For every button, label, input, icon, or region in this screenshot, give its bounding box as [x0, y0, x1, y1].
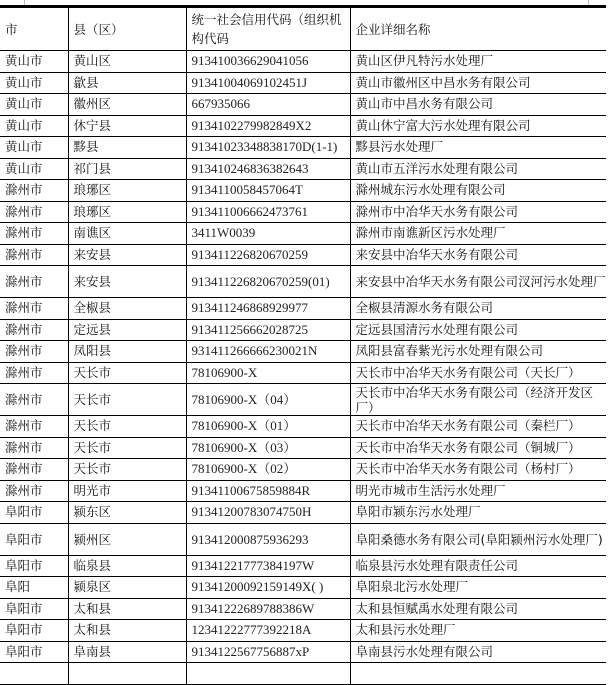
cell-city: 滁州市 — [0, 201, 68, 223]
cell-county: 阜南县 — [68, 641, 186, 663]
cell-credit-code: 913411246868929977 — [186, 298, 350, 320]
cell-county: 明光市 — [68, 480, 186, 502]
cell-credit-code: 913410246836382643 — [186, 158, 350, 180]
table-row — [0, 502, 606, 524]
cell-city: 阜阳市 — [0, 502, 68, 524]
cell-county: 祁门县 — [68, 158, 186, 180]
table-row — [0, 480, 606, 502]
cell-credit-code: 91341221777384197W — [186, 555, 350, 577]
cell-county: 歙县 — [68, 72, 186, 94]
cell-county: 天长市 — [68, 459, 186, 481]
cell-county — [68, 663, 186, 685]
cell-county: 天长市 — [68, 362, 186, 384]
cell-county: 凤阳县 — [68, 341, 186, 363]
table-row — [0, 201, 606, 223]
cell-county: 休宁县 — [68, 115, 186, 137]
cell-city: 阜阳市 — [0, 598, 68, 620]
table-row — [0, 158, 606, 180]
table-row — [0, 298, 606, 320]
cell-credit-code: 91341004069102451J — [186, 72, 350, 94]
cell-company-name: 太和县污水处理厂 — [350, 620, 606, 642]
table-row — [0, 180, 606, 202]
cell-city: 滁州市 — [0, 384, 68, 416]
cell-company-name: 黄山市中昌水务有限公司 — [350, 94, 606, 116]
cell-company-name: 滁州城东污水处理有限公司 — [350, 180, 606, 202]
cell-company-name: 太和县恒赋禹水处理有限公司 — [350, 598, 606, 620]
cell-city: 滁州市 — [0, 416, 68, 438]
cell-company-name: 天长市中冶华天水务有限公司（经济开发区厂） — [350, 384, 606, 416]
cell-credit-code: 91341222689788386W — [186, 598, 350, 620]
cell-company-name: 黄山区伊凡特污水处理厂 — [350, 51, 606, 73]
header-county: 县（区） — [68, 7, 186, 51]
cell-city: 阜阳市 — [0, 641, 68, 663]
header-company-name: 企业详细名称 — [350, 7, 606, 51]
cell-city: 滁州市 — [0, 319, 68, 341]
cell-city: 阜阳市 — [0, 620, 68, 642]
cell-company-name: 黄山市五洋污水处理有限公司 — [350, 158, 606, 180]
cell-city: 滁州市 — [0, 244, 68, 266]
cell-city: 滁州市 — [0, 180, 68, 202]
cell-county: 天长市 — [68, 384, 186, 416]
table-row — [0, 620, 606, 642]
cell-county: 定远县 — [68, 319, 186, 341]
cell-company-name: 全椒县清源水务有限公司 — [350, 298, 606, 320]
cell-city: 黄山市 — [0, 158, 68, 180]
cell-city: 阜阳 — [0, 577, 68, 599]
cell-company-name: 凤阳县富春紫光污水处理有限公司 — [350, 341, 606, 363]
cell-city: 阜阳市 — [0, 555, 68, 577]
cell-county: 颍东区 — [68, 502, 186, 524]
table-row — [0, 266, 606, 298]
cell-county: 南谯区 — [68, 223, 186, 245]
table-row — [0, 598, 606, 620]
table-row — [0, 577, 606, 599]
table-row — [0, 244, 606, 266]
table-row — [0, 51, 606, 73]
cell-county: 颍州区 — [68, 523, 186, 555]
cell-county: 黟县 — [68, 137, 186, 159]
table-row — [0, 416, 606, 438]
cell-credit-code: 78106900-X（04） — [186, 384, 350, 416]
table-header-row — [0, 7, 606, 51]
cell-city: 滁州市 — [0, 480, 68, 502]
cell-credit-code: 9134122567756887xP — [186, 641, 350, 663]
cell-credit-code: 91341200092159149X( ) — [186, 577, 350, 599]
cell-company-name: 天长市中冶华天水务有限公司（铜城厂） — [350, 437, 606, 459]
cell-credit-code: 91341200783074750H — [186, 502, 350, 524]
cell-county: 黄山区 — [68, 51, 186, 73]
cell-credit-code: 913411006662473761 — [186, 201, 350, 223]
cell-city: 黄山市 — [0, 51, 68, 73]
cell-city: 滁州市 — [0, 341, 68, 363]
cell-credit-code: 9134110058457064T — [186, 180, 350, 202]
cell-city: 黄山市 — [0, 72, 68, 94]
cell-county: 太和县 — [68, 598, 186, 620]
cell-company-name: 阜南县污水处理有限公司 — [350, 641, 606, 663]
table-row — [0, 223, 606, 245]
cell-company-name: 阜阳桑德水务有限公司(阜阳颍州污水处理厂) — [350, 523, 606, 555]
cell-company-name: 定远县国清污水处理有限公司 — [350, 319, 606, 341]
table-row — [0, 523, 606, 555]
cell-county: 琅琊区 — [68, 180, 186, 202]
table-row — [0, 459, 606, 481]
cell-credit-code: 78106900-X（02） — [186, 459, 350, 481]
cell-county: 天长市 — [68, 437, 186, 459]
cell-credit-code: 9134102279982849X2 — [186, 115, 350, 137]
cell-credit-code: 913411226820670259 — [186, 244, 350, 266]
cell-city: 滁州市 — [0, 223, 68, 245]
cell-company-name: 滁州市南谯新区污水处理厂 — [350, 223, 606, 245]
cell-county: 太和县 — [68, 620, 186, 642]
header-credit-code: 统一社会信用代码（组织机构代码 — [186, 7, 350, 51]
cell-city: 阜阳市 — [0, 523, 68, 555]
cell-company-name: 黄山市徽州区中昌水务有限公司 — [350, 72, 606, 94]
cell-company-name: 天长市中冶华天水务有限公司（杨村厂） — [350, 459, 606, 481]
cell-city — [0, 663, 68, 685]
table-row — [0, 384, 606, 416]
cell-company-name: 来安县中冶华天水务有限公司 — [350, 244, 606, 266]
cell-company-name — [350, 663, 606, 685]
table-row — [0, 663, 606, 685]
cell-credit-code: 913410036629041056 — [186, 51, 350, 73]
cell-credit-code: 913412000875936293 — [186, 523, 350, 555]
table-row — [0, 137, 606, 159]
cell-city: 黄山市 — [0, 115, 68, 137]
table-row — [0, 319, 606, 341]
cell-city: 滁州市 — [0, 266, 68, 298]
cell-credit-code: 913411256662028725 — [186, 319, 350, 341]
cell-company-name: 黟县污水处理厂 — [350, 137, 606, 159]
cell-county: 天长市 — [68, 416, 186, 438]
cell-credit-code: 91341100675859884R — [186, 480, 350, 502]
cell-city: 滁州市 — [0, 437, 68, 459]
table-row — [0, 115, 606, 137]
cell-county: 全椒县 — [68, 298, 186, 320]
cell-county: 琅琊区 — [68, 201, 186, 223]
cell-company-name: 天长市中冶华天水务有限公司（天长厂） — [350, 362, 606, 384]
cell-county: 来安县 — [68, 244, 186, 266]
cell-credit-code: 667935066 — [186, 94, 350, 116]
cell-company-name: 明光市城市生活污水处理厂 — [350, 480, 606, 502]
header-city: 市 — [0, 7, 68, 51]
cell-city: 黄山市 — [0, 137, 68, 159]
cell-company-name: 阜阳市颍东污水处理厂 — [350, 502, 606, 524]
cell-credit-code: 3411W0039 — [186, 223, 350, 245]
cell-credit-code: 931411266666230021N — [186, 341, 350, 363]
table-row — [0, 72, 606, 94]
cell-company-name: 滁州市中冶华天水务有限公司 — [350, 201, 606, 223]
cell-county: 徽州区 — [68, 94, 186, 116]
cell-county: 颍泉区 — [68, 577, 186, 599]
cell-city: 滁州市 — [0, 362, 68, 384]
table-row — [0, 641, 606, 663]
wastewater-plant-table — [0, 5, 606, 685]
cell-company-name: 临泉县污水处理有限责任公司 — [350, 555, 606, 577]
cell-credit-code: 78106900-X（01） — [186, 416, 350, 438]
cell-credit-code: 78106900-X（03） — [186, 437, 350, 459]
cell-county: 来安县 — [68, 266, 186, 298]
cell-credit-code — [186, 663, 350, 685]
cell-credit-code: 78106900-X — [186, 362, 350, 384]
cell-company-name: 来安县中冶华天水务有限公司汊河污水处理厂 — [350, 266, 606, 298]
cell-credit-code: 913411226820670259(01) — [186, 266, 350, 298]
table-row — [0, 555, 606, 577]
table-row — [0, 437, 606, 459]
cell-city: 黄山市 — [0, 94, 68, 116]
cell-city: 滁州市 — [0, 298, 68, 320]
table-row — [0, 362, 606, 384]
cell-credit-code: 91341023348838170D(1-1) — [186, 137, 350, 159]
table-row — [0, 341, 606, 363]
cell-credit-code: 12341222777392218A — [186, 620, 350, 642]
cell-company-name: 天长市中冶华天水务有限公司（秦栏厂） — [350, 416, 606, 438]
cell-city: 滁州市 — [0, 459, 68, 481]
cell-county: 临泉县 — [68, 555, 186, 577]
cell-company-name: 阜阳泉北污水处理厂 — [350, 577, 606, 599]
cell-company-name: 黄山休宁富大污水处理有限公司 — [350, 115, 606, 137]
table-row — [0, 94, 606, 116]
